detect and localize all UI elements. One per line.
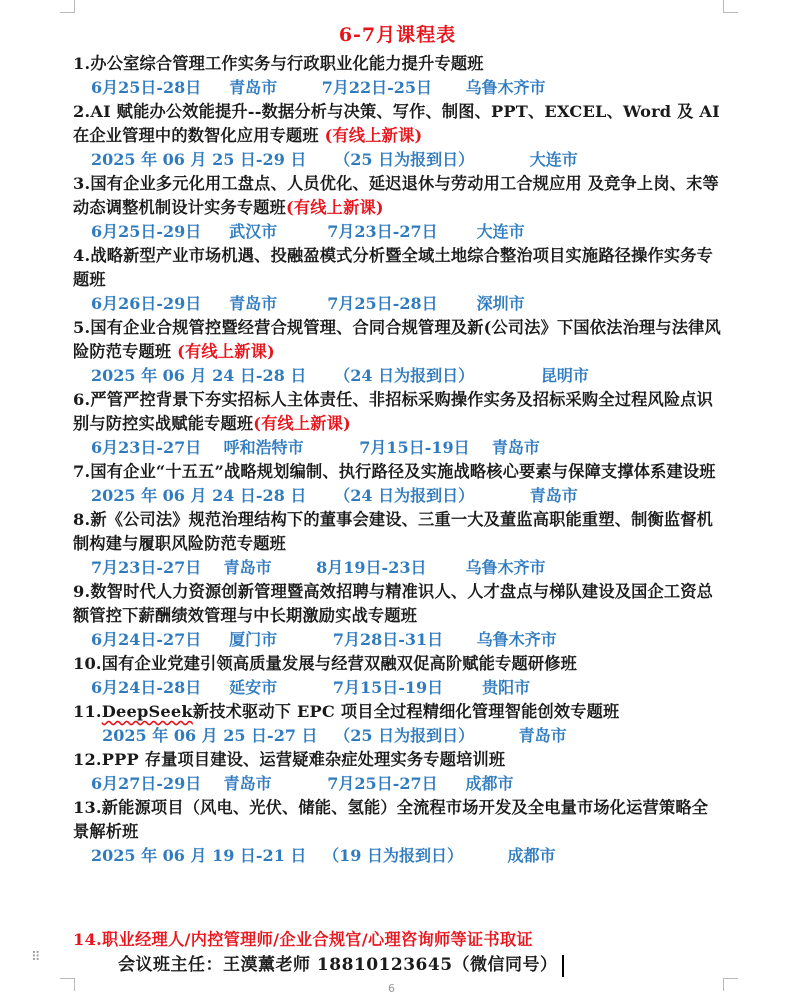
certificate-line: 14.职业经理人/内控管理师/企业合规官/心理咨询师等证书取证 — [73, 930, 533, 949]
course-title: 1.办公室综合管理工作实务与行政职业化能力提升专题班 — [73, 54, 484, 73]
page-corner-mark-bottom-left — [60, 978, 75, 991]
course-schedule: 6月26日-29日 青岛市 7月25日-28日 深圳市 — [91, 294, 525, 313]
course-title: 3.国有企业多元化用工盘点、人员优化、延迟退休与劳动用工合规应用 及竞争上岗、末等动态调整机制设计实务专题班(有线上新课) — [73, 174, 719, 217]
course-schedule: 6月24日-28日 延安市 7月15日-19日 贵阳市 — [91, 678, 531, 697]
course-schedule: 6月25日-28日 青岛市 7月22日-25日 乌鲁木齐市 — [91, 78, 546, 97]
course-title: 4.战略新型产业市场机遇、投融盈模式分析暨全域土地综合整治项目实施路径操作实务专题班 — [73, 246, 714, 289]
course-item — [73, 388, 723, 460]
course-title: 7.国有企业“十五五”战略规划编制、执行路径及实施战略核心要素与保障支撑体系建设班 — [73, 462, 716, 481]
course-schedule: 7月23日-27日 青岛市 8月19日-23日 乌鲁木齐市 — [91, 558, 546, 577]
page-corner-mark-top-right — [723, 0, 738, 13]
course-item — [73, 580, 723, 652]
course-title: 11.DeepSeek新技术驱动下 EPC 项目全过程精细化管理智能创效专题班 — [73, 702, 620, 721]
course-title: 10.国有企业党建引领高质量发展与经营双融双促高阶赋能专题研修班 — [73, 654, 578, 673]
course-item — [73, 100, 723, 172]
course-title: 2.AI 赋能办公效能提升--数据分析与决策、写作、制图、PPT、EXCEL、Word 及 AI 在企业管理中的数智化应用专题班 (有线上新课) — [73, 102, 720, 145]
course-item — [73, 316, 723, 388]
course-schedule: 2025 年 06 月 19 日-21 日 （19 日为报到日） 成都市 — [91, 846, 556, 865]
contact-line: 会议班主任：王漠薰老师 18810123645（微信同号） — [118, 950, 564, 977]
page-corner-mark-bottom-right — [723, 978, 738, 991]
page-number: 6 — [388, 982, 395, 995]
course-item — [73, 652, 723, 700]
course-title: 12.PPP 存量项目建设、运营疑难杂症处理实务专题培训班 — [73, 750, 506, 769]
course-item — [73, 748, 723, 796]
course-schedule: 2025 年 06 月 25 日-27 日 （25 日为报到日） 青岛市 — [91, 726, 567, 745]
deepseek-brand-text: DeepSeek — [101, 702, 193, 721]
course-item — [73, 172, 723, 244]
course-item — [73, 508, 723, 580]
course-title: 6.严管严控背景下夯实招标人主体责任、非招标采购操作实务及招标采购全过程风险点识别与防控实战赋能专题班(有线上新课) — [73, 390, 714, 433]
drag-handle-icon[interactable]: ⠿ — [31, 950, 42, 965]
course-item — [73, 796, 723, 868]
course-schedule: 2025 年 06 月 25 日-29 日 （25 日为报到日） 大连市 — [91, 150, 578, 169]
course-schedule: 2025 年 06 月 24 日-28 日 （24 日为报到日） 青岛市 — [91, 486, 578, 505]
course-item — [73, 700, 723, 748]
course-schedule: 6月23日-27日 呼和浩特市 7月15日-19日 青岛市 — [91, 438, 540, 457]
course-schedule: 6月25日-29日 武汉市 7月23日-27日 大连市 — [91, 222, 525, 241]
course-list — [73, 52, 723, 868]
course-title: 5.国有企业合规管控暨经营合规管理、合同合规管理及新(公司法》下国依法治理与法律风险防范专题班 (有线上新课) — [73, 318, 721, 361]
course-schedule: 6月27日-29日 青岛市 7月25日-27日 成都市 — [91, 774, 514, 793]
course-title: 13.新能源项目（风电、光伏、储能、氢能）全流程市场开发及全电量市场化运营策略全景解析班 — [73, 798, 709, 841]
course-schedule: 6月24日-27日 厦门市 7月28日-31日 乌鲁木齐市 — [91, 630, 557, 649]
course-title: 8.新《公司法》规范治理结构下的董事会建设、三重一大及董监高职能重塑、制衡监督机制构建与履职风险防范专题班 — [73, 510, 714, 553]
course-item — [73, 244, 723, 316]
course-schedule: 2025 年 06 月 24 日-28 日 （24 日为报到日） 昆明市 — [91, 366, 589, 385]
page-corner-mark-top-left — [60, 0, 75, 13]
text-cursor-icon — [562, 955, 564, 977]
document-title: 6-7月课程表 — [338, 24, 457, 46]
course-item — [73, 460, 723, 508]
course-item — [73, 52, 723, 100]
course-title: 9.数智时代人力资源创新管理暨高效招聘与精准识人、人才盘点与梯队建设及国企工资总额管控下薪酬绩效管理与中长期激励实战专题班 — [73, 582, 714, 625]
